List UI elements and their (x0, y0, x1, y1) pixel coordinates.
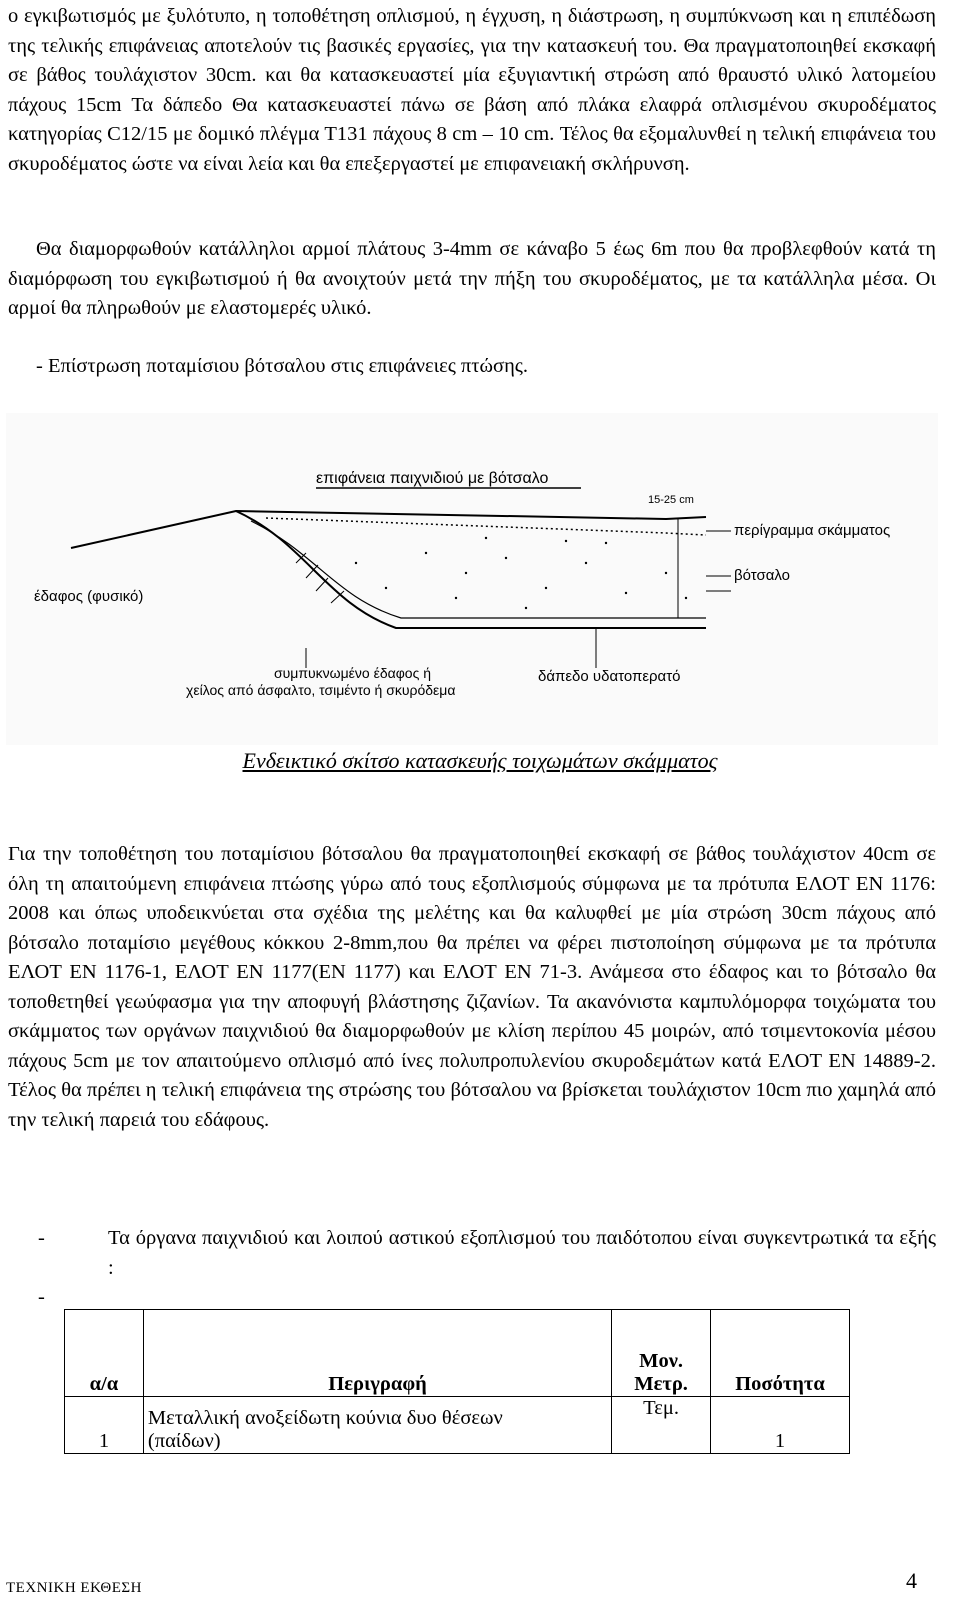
figure-label-surface: επιφάνεια παιχνιδιού με βότσαλο (316, 470, 549, 487)
header-number: α/α (65, 1310, 144, 1397)
figure-label-pebble: βότσαλο (734, 567, 791, 584)
bullet-dash-1: - (38, 1227, 45, 1249)
footer-title: ΤΕΧΝΙΚΗ ΕΚΘΕΣΗ (6, 1580, 142, 1596)
paragraph-construction: ο εγκιβωτισμός με ξυλότυπο, η τοποθέτηση οπλισμού, η έγχυση, η διάστρωση, η συμπύκνωση και η επιπέδωση της τελικής επιφάνειας αποτελούν τις βασικές εργασίες, για την κατασκευή του. Θα πραγματοποιηθεί εκσκαφή σε βάθος τουλάχιστον 30cm. και θα κατασκευαστεί μία εξυγιαντική στρώση από θραυστό υλικό λατομείου πάχους 15cm Τα δάπεδο Θα κατασκευαστεί πάνω σε βάση από πλάκα ελαφρά οπλισμένου σκυροδέματος κατηγορίας C12/15 με δομικό πλέγμα Τ131 πάχους 8 cm – 10 cm. Τέλος θα εξομαλυνθεί η τελική επιφάνεια του σκυροδέματος ώστε να είναι λεία και θα επεξεργαστεί με επιφανειακή σκλήρυνση. (8, 5, 936, 175)
header-unit: Μον. Μετρ. (612, 1310, 711, 1397)
table-header-row (65, 1310, 850, 1397)
figure-label-outline: περίγραμμα σκάμματος (734, 522, 891, 539)
header-description: Περιγραφή (143, 1310, 611, 1397)
equipment-table (64, 1309, 850, 1454)
header-quantity: Ποσότητα (711, 1310, 850, 1397)
figure-label-ground: έδαφος (φυσικό) (34, 588, 144, 605)
bullet-dash-2: - (38, 1286, 45, 1308)
paragraph-pebble-heading: - Επίστρωση ποταμίσιου βότσαλου στις επιφάνειες πτώσης. (36, 355, 529, 377)
figure-label-compacted-2: χείλος από άσφαλτο, τσιμέντο ή σκυρόδεμα (186, 682, 456, 698)
row-unit: Τεμ. (612, 1397, 711, 1454)
paragraph-joints: Θα διαμορφωθούν κατάλληλοι αρμοί πλάτους 3-4mm σε κάναβο 5 έως 6m που θα προβλεφθούν κατά τη διαμόρφωση του εγκιβωτισμού ή θα ανοιχτούν μετά την πήξη του σκυροδέματος, με τα κατάλληλα μέσα. Οι αρμοί θα πληρωθούν με ελαστομερές υλικό. (8, 238, 936, 319)
figure-label-compacted-1: συμπυκνωμένο έδαφος ή (274, 665, 432, 681)
bullet-text-equipment: Τα όργανα παιχνιδιού και λοιπού αστικού εξοπλισμού του παιδότοπου είναι συγκεντρωτικά τα εξής : (108, 1227, 936, 1279)
figure-label-floor: δάπεδο υδατοπερατό (538, 668, 681, 685)
row-description: Μεταλλική ανοξείδωτη κούνια δυο θέσεων (παίδων) (143, 1397, 611, 1454)
table-row (65, 1397, 850, 1454)
row-quantity: 1 (711, 1397, 850, 1454)
row-number: 1 (65, 1397, 144, 1454)
figure-caption: Ενδεικτικό σκίτσο κατασκευής τοιχωμάτων σκάμματος (242, 748, 718, 773)
paragraph-pebble-description: Για την τοποθέτηση του ποταμίσιου βότσαλου θα πραγματοποιηθεί εκσκαφή σε βάθος τουλάχιστον 40cm σε όλη τη απαιτούμενη επιφάνεια πτώσης γύρω από τους εξοπλισμούς σύμφωνα με τα πρότυπα ΕΛΟΤ ΕΝ 1176: 2008 και όπως υποδεικνύεται στα σχέδια της μελέτης και θα καλυφθεί με μία στρώση 30cm πάχους από βότσαλο ποταμίσιο μεγέθους κόκκου 2-8mm,που θα πρέπει να φέρει πιστοποίηση σύμφωνα με τα πρότυπα ΕΛΟΤ ΕΝ 1176-1, ΕΛΟΤ ΕΝ 1177(ΕΝ 1177) και ΕΛΟΤ ΕΝ 71-3. Ανάμεσα στο έδαφος και το βότσαλο θα τοποθετηθεί γεωύφασμα για την αποφυγή βλάστησης ζιζανίων. Τα ακανόνιστα καμπυλόμορφα τοιχώματα του σκάμματος των οργάνων παιχνιδιού θα διαμορφωθούν με κλίση περίπου 45 μοιρών, από τσιμεντοκονία μέσου πάχους 5cm με τον απαιτούμενο οπλισμό από ίνες πολυπροπυλενίου σκυροδεμάτων κατά ΕΛΟΤ ΕΝ 14889-2. Τέλος θα πρέπει η τελική επιφάνεια της στρώσης του βότσαλου να βρίσκεται τουλάχιστον 10cm πιο χαμηλά από την τελική παρειά του εδάφους. (8, 843, 936, 1131)
cross-section-sketch (6, 413, 938, 745)
page-number: 4 (906, 1568, 917, 1593)
figure-label-depth: 15-25 cm (648, 494, 694, 506)
